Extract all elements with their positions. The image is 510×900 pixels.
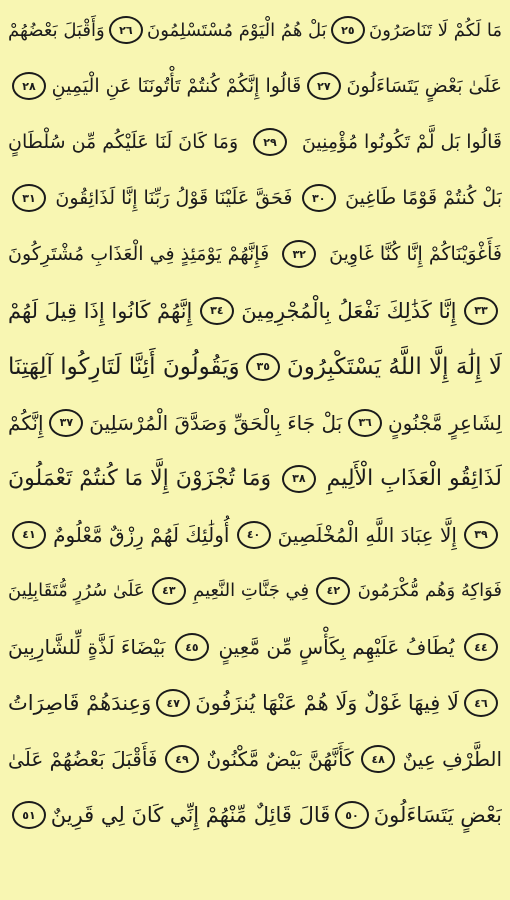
- verse-text: عَلَىٰ بَعْضٍ يَتَسَاءَلُونَ: [346, 75, 502, 98]
- ayah-number-marker: ٤٨: [361, 745, 395, 773]
- verse-line: [8, 675, 502, 731]
- verse-text: بَلْ جَاءَ بِالْحَقِّ وَصَدَّقَ الْمُرْسَلِينَ: [89, 410, 343, 435]
- ayah-number-marker: ٤٤: [464, 633, 498, 661]
- ayah-number-marker: ٢٥: [331, 16, 365, 44]
- ayah-number-marker: ٤٣: [152, 577, 186, 605]
- verse-line: [8, 339, 502, 395]
- verse-text: قَالُوا إِنَّكُمْ كُنتُمْ تَأْتُونَنَا عَنِ الْيَمِينِ: [51, 75, 302, 98]
- verse-text: لَذَائِقُو الْعَذَابِ الْأَلِيمِ: [326, 466, 502, 492]
- ayah-number-marker: ٤٧: [156, 689, 190, 717]
- verse-text: بَلْ هُمُ الْيَوْمَ مُسْتَسْلِمُونَ: [146, 19, 327, 41]
- verse-text: بَلْ كُنتُمْ قَوْمًا طَاغِينَ: [345, 187, 502, 210]
- verse-line: [8, 226, 502, 282]
- verse-text: بَعْضٍ يَتَسَاءَلُونَ: [373, 803, 502, 828]
- verse-line: [8, 2, 502, 58]
- verse-text: إِلَّا عِبَادَ اللَّهِ الْمُخْلَصِينَ: [277, 522, 457, 547]
- verse-text: كَأَنَّهُنَّ بَيْضٌ مَّكْنُونٌ: [206, 747, 354, 772]
- ayah-number-marker: ٣٥: [246, 353, 280, 381]
- verse-line: [8, 787, 502, 843]
- ayah-number-marker: ٢٧: [307, 72, 341, 100]
- ayah-number-marker: ٣٩: [464, 521, 498, 549]
- verse-text: بَيْضَاءَ لَذَّةٍ لِّلشَّارِبِينَ: [8, 635, 166, 660]
- ayah-number-marker: ٤٢: [316, 577, 350, 605]
- verse-text: إِنَّهُمْ كَانُوا إِذَا قِيلَ لَهُمْ: [8, 298, 193, 323]
- ayah-number-marker: ٥١: [12, 801, 46, 829]
- verse-text: فَحَقَّ عَلَيْنَا قَوْلُ رَبِّنَا إِنَّا لَذَائِقُونَ: [55, 187, 293, 210]
- ayah-number-marker: ٥٠: [335, 801, 369, 829]
- ayah-number-marker: ٣٤: [200, 297, 234, 325]
- ayah-number-marker: ٢٦: [109, 16, 143, 44]
- verse-text: لَا فِيهَا غَوْلٌ وَلَا هُمْ عَنْهَا يُنزَفُونَ: [195, 691, 459, 716]
- verse-line: [8, 395, 502, 451]
- ayah-number-marker: ٢٨: [12, 72, 46, 100]
- verse-text: فَأَغْوَيْنَاكُمْ إِنَّا كُنَّا غَاوِينَ: [329, 243, 502, 266]
- ayah-number-marker: ٣٨: [282, 465, 316, 493]
- verse-line: [8, 563, 502, 619]
- verse-text: قَالَ قَائِلٌ مِّنْهُمْ إِنِّي كَانَ لِي قَرِينٌ: [50, 803, 331, 828]
- verse-text: قَالُوا بَل لَّمْ تَكُونُوا مُؤْمِنِينَ: [301, 131, 502, 154]
- ayah-number-marker: ٤٠: [237, 521, 271, 549]
- verse-text: فَأَقْبَلَ بَعْضُهُمْ عَلَىٰ: [8, 747, 158, 772]
- verse-line: [8, 282, 502, 338]
- verse-text: عَلَىٰ سُرُرٍ مُّتَقَابِلِينَ: [8, 580, 145, 602]
- verse-text: الطَّرْفِ عِينٌ: [402, 747, 502, 772]
- verse-text: مَا لَكُمْ لَا تَنَاصَرُونَ: [368, 19, 502, 41]
- ayah-number-marker: ٢٩: [253, 128, 287, 156]
- verse-text: لَا إِلَٰهَ إِلَّا اللَّهُ يَسْتَكْبِرُونَ: [286, 353, 502, 380]
- ayah-number-marker: ٤٩: [165, 745, 199, 773]
- verse-line: [8, 507, 502, 563]
- verse-text: فَإِنَّهُمْ يَوْمَئِذٍ فِي الْعَذَابِ مُشْتَرِكُونَ: [8, 243, 270, 266]
- verse-text: أُولَٰئِكَ لَهُمْ رِزْقٌ مَّعْلُومٌ: [53, 522, 230, 547]
- verse-text: يُطَافُ عَلَيْهِم بِكَأْسٍ مِّن مَّعِينٍ: [218, 635, 455, 660]
- verse-text: إِنَّا كَذَٰلِكَ نَفْعَلُ بِالْمُجْرِمِينَ: [241, 298, 457, 323]
- ayah-number-marker: ٤١: [12, 521, 46, 549]
- ayah-number-marker: ٣٦: [348, 409, 382, 437]
- verse-line: [8, 619, 502, 675]
- verse-line: [8, 170, 502, 226]
- verse-text: وَيَقُولُونَ أَئِنَّا لَتَارِكُوا آلِهَتِنَا: [8, 353, 240, 380]
- verse-line: [8, 114, 502, 170]
- verse-text: فِي جَنَّاتِ النَّعِيمِ: [193, 580, 310, 602]
- ayah-number-marker: ٣٢: [282, 240, 316, 268]
- ayah-number-marker: ٣٠: [302, 184, 336, 212]
- verse-text: وَعِندَهُمْ قَاصِرَاتُ: [8, 691, 152, 716]
- verse-text: إِنَّكُمْ: [8, 410, 44, 435]
- verse-text: وَمَا كَانَ لَنَا عَلَيْكُم مِّن سُلْطَانٍ: [8, 131, 239, 154]
- verse-text: فَوَاكِهُ وَهُم مُّكْرَمُونَ: [357, 580, 502, 602]
- verse-line: [8, 731, 502, 787]
- ayah-number-marker: ٤٥: [175, 633, 209, 661]
- ayah-number-marker: ٣٣: [464, 297, 498, 325]
- verse-line: [8, 451, 502, 507]
- ayah-number-marker: ٣١: [12, 184, 46, 212]
- verse-line: [8, 58, 502, 114]
- verse-text: لِشَاعِرٍ مَّجْنُونٍ: [387, 410, 502, 435]
- ayah-number-marker: ٤٦: [464, 689, 498, 717]
- verse-text: وَمَا تُجْزَوْنَ إِلَّا مَا كُنتُمْ تَعْمَلُونَ: [8, 466, 272, 492]
- ayah-number-marker: ٣٧: [49, 409, 83, 437]
- verse-text: وَأَقْبَلَ بَعْضُهُمْ: [8, 19, 105, 41]
